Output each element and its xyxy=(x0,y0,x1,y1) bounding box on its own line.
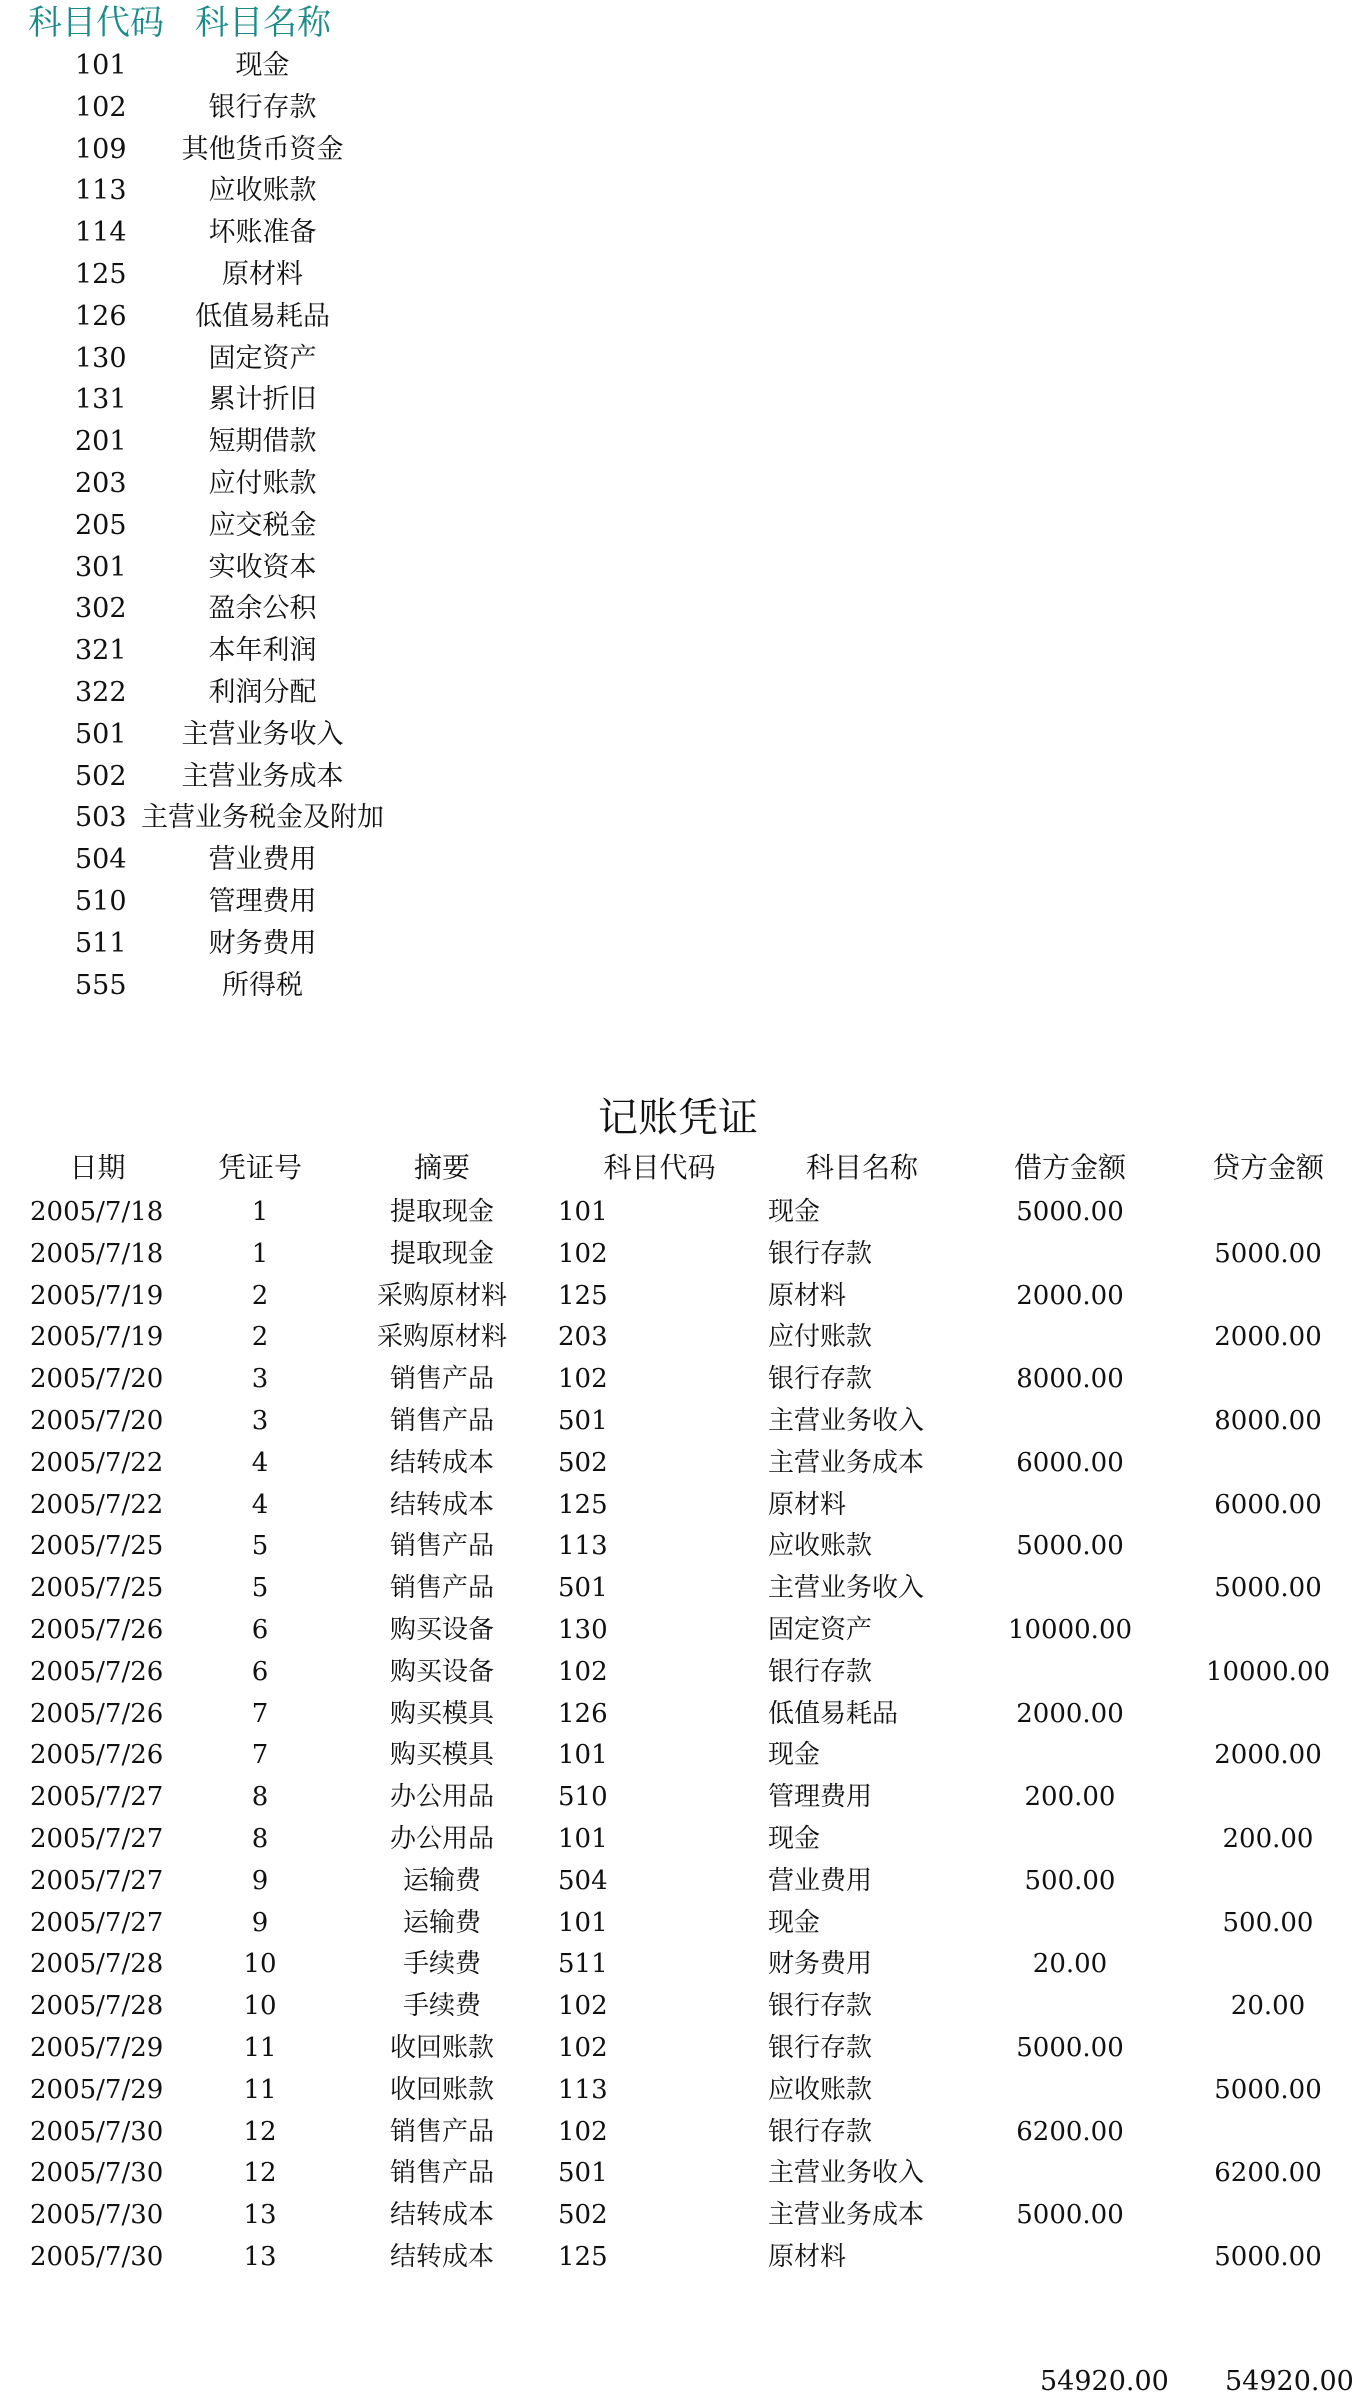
voucher-account-code: 101 xyxy=(558,1824,608,1854)
voucher-no: 8 xyxy=(251,1824,269,1854)
account-name-cell xyxy=(181,134,344,172)
voucher-account-name: 营业费用 xyxy=(768,1866,873,1896)
voucher-no: 2 xyxy=(251,1281,269,1311)
voucher-summary: 销售产品 xyxy=(389,1406,494,1436)
voucher-debit: 20.00 xyxy=(1032,1949,1108,1979)
account-name: 营业费用 xyxy=(208,844,317,875)
account-name: 短期借款 xyxy=(208,426,317,457)
voucher-no: 10 xyxy=(243,1991,277,2021)
header-summary: 摘要 xyxy=(413,1151,470,1184)
account-code: 511 xyxy=(75,928,127,959)
voucher-date: 2005/7/30 xyxy=(30,2242,164,2272)
account-code: 302 xyxy=(75,593,127,624)
voucher-credit: 20.00 xyxy=(1230,1991,1306,2021)
voucher-account-code: 101 xyxy=(558,1197,608,1227)
voucher-summary: 办公用品 xyxy=(389,1824,494,1854)
voucher-credit: 10000.00 xyxy=(1205,1657,1331,1687)
voucher-summary: 结转成本 xyxy=(389,1490,494,1520)
voucher-debit: 2000.00 xyxy=(1016,1281,1124,1311)
voucher-account-name: 银行存款 xyxy=(768,1657,873,1687)
account-name-cell xyxy=(185,303,340,339)
account-name-cell xyxy=(185,679,340,715)
voucher-no: 7 xyxy=(251,1740,269,1770)
account-code: 102 xyxy=(75,92,127,123)
voucher-date: 2005/7/27 xyxy=(30,1866,164,1896)
voucher-no: 3 xyxy=(251,1406,269,1436)
voucher-date: 2005/7/22 xyxy=(30,1448,164,1478)
voucher-credit: 2000.00 xyxy=(1214,1322,1322,1352)
account-code: 126 xyxy=(75,301,127,332)
account-name: 主营业务成本 xyxy=(181,761,344,792)
voucher-summary: 收回账款 xyxy=(389,2033,494,2063)
voucher-date: 2005/7/30 xyxy=(30,2117,164,2147)
account-name-cell xyxy=(185,512,340,548)
voucher-account-name: 现金 xyxy=(768,1824,821,1854)
account-code: 503 xyxy=(75,802,127,833)
voucher-no: 4 xyxy=(251,1448,269,1478)
voucher-account-code: 113 xyxy=(558,2075,608,2105)
voucher-account-name: 财务费用 xyxy=(768,1949,873,1979)
voucher-date: 2005/7/28 xyxy=(30,1991,164,2021)
account-name: 应收账款 xyxy=(208,175,317,206)
voucher-date: 2005/7/20 xyxy=(30,1406,164,1436)
voucher-no: 9 xyxy=(251,1866,269,1896)
account-code: 203 xyxy=(75,468,127,499)
voucher-account-name: 应收账款 xyxy=(768,1531,873,1561)
voucher-account-name: 管理费用 xyxy=(768,1782,873,1812)
voucher-summary: 办公用品 xyxy=(389,1782,494,1812)
account-name: 其他货币资金 xyxy=(181,134,344,165)
voucher-debit: 200.00 xyxy=(1024,1782,1116,1812)
voucher-date: 2005/7/18 xyxy=(30,1197,164,1227)
voucher-account-code: 502 xyxy=(558,2200,608,2230)
voucher-account-name: 主营业务收入 xyxy=(768,2158,925,2188)
total-debit: 54920.00 xyxy=(1040,2366,1169,2397)
voucher-summary: 销售产品 xyxy=(389,1573,494,1603)
account-name: 管理费用 xyxy=(208,886,317,917)
voucher-date: 2005/7/26 xyxy=(30,1615,164,1645)
account-code: 504 xyxy=(75,844,127,875)
account-name: 盈余公积 xyxy=(208,593,317,624)
voucher-summary: 收回账款 xyxy=(389,2075,494,2105)
account-name-header: 科目名称 xyxy=(195,3,331,43)
voucher-account-name: 现金 xyxy=(768,1197,821,1227)
voucher-title: 记账凭证 xyxy=(598,1095,758,1141)
account-name: 银行存款 xyxy=(208,92,317,123)
voucher-date: 2005/7/27 xyxy=(30,1908,164,1938)
voucher-account-code: 125 xyxy=(558,1490,608,1520)
voucher-account-name: 现金 xyxy=(768,1908,821,1938)
account-name: 主营业务收入 xyxy=(181,719,344,750)
voucher-debit: 5000.00 xyxy=(1016,2200,1124,2230)
voucher-account-name: 应付账款 xyxy=(768,1322,873,1352)
voucher-account-code: 102 xyxy=(558,1239,608,1269)
voucher-credit: 5000.00 xyxy=(1214,2242,1322,2272)
voucher-no: 11 xyxy=(243,2033,277,2063)
voucher-no: 3 xyxy=(251,1364,269,1394)
voucher-summary: 手续费 xyxy=(402,1991,481,2021)
voucher-account-name: 低值易耗品 xyxy=(768,1699,899,1729)
voucher-summary: 运输费 xyxy=(402,1908,481,1938)
account-code: 101 xyxy=(75,50,127,81)
voucher-no: 6 xyxy=(251,1657,269,1687)
voucher-account-code: 125 xyxy=(558,1281,608,1311)
voucher-account-code: 504 xyxy=(558,1866,608,1896)
account-name-cell xyxy=(181,719,344,757)
account-code: 321 xyxy=(75,635,127,666)
account-name: 坏账准备 xyxy=(208,217,317,248)
account-code: 113 xyxy=(75,175,127,206)
voucher-no: 7 xyxy=(251,1699,269,1729)
account-name-cell xyxy=(185,386,340,422)
account-code: 130 xyxy=(75,343,127,374)
account-name: 实收资本 xyxy=(208,552,317,583)
voucher-summary: 采购原材料 xyxy=(376,1281,507,1311)
voucher-debit: 10000.00 xyxy=(1007,1615,1133,1645)
account-name-cell xyxy=(185,595,340,631)
voucher-account-name: 原材料 xyxy=(768,2242,847,2272)
voucher-date: 2005/7/25 xyxy=(30,1573,164,1603)
voucher-date: 2005/7/18 xyxy=(30,1239,164,1269)
account-name-cell xyxy=(185,470,340,506)
voucher-account-name: 原材料 xyxy=(768,1281,847,1311)
account-code: 125 xyxy=(75,259,127,290)
voucher-summary: 销售产品 xyxy=(389,2117,494,2147)
voucher-account-code: 102 xyxy=(558,1364,608,1394)
voucher-debit: 5000.00 xyxy=(1016,1531,1124,1561)
voucher-credit: 5000.00 xyxy=(1214,1573,1322,1603)
voucher-account-name: 应收账款 xyxy=(768,2075,873,2105)
account-name-cell xyxy=(185,345,340,381)
account-name: 本年利润 xyxy=(208,635,317,666)
account-name-cell xyxy=(185,219,340,255)
voucher-account-code: 126 xyxy=(558,1699,608,1729)
header-voucher-no: 凭证号 xyxy=(217,1151,302,1184)
account-name-cell xyxy=(185,888,340,924)
voucher-date: 2005/7/27 xyxy=(30,1782,164,1812)
voucher-debit: 5000.00 xyxy=(1016,2033,1124,2063)
voucher-date: 2005/7/22 xyxy=(30,1490,164,1520)
voucher-credit: 8000.00 xyxy=(1214,1406,1322,1436)
voucher-account-code: 511 xyxy=(558,1949,608,1979)
voucher-no: 5 xyxy=(251,1531,269,1561)
voucher-debit: 2000.00 xyxy=(1016,1699,1124,1729)
account-name: 主营业务税金及附加 xyxy=(141,802,384,833)
voucher-date: 2005/7/27 xyxy=(30,1824,164,1854)
account-name: 财务费用 xyxy=(208,928,317,959)
account-name: 原材料 xyxy=(222,259,303,290)
account-name: 利润分配 xyxy=(208,677,317,708)
voucher-summary: 销售产品 xyxy=(389,1364,494,1394)
voucher-no: 12 xyxy=(243,2158,277,2188)
voucher-debit: 6200.00 xyxy=(1016,2117,1124,2147)
voucher-summary: 结转成本 xyxy=(389,2200,494,2230)
voucher-account-name: 银行存款 xyxy=(768,2033,873,2063)
voucher-account-code: 113 xyxy=(558,1531,608,1561)
voucher-date: 2005/7/29 xyxy=(30,2075,164,2105)
voucher-no: 11 xyxy=(243,2075,277,2105)
voucher-no: 10 xyxy=(243,1949,277,1979)
voucher-no: 13 xyxy=(243,2200,277,2230)
voucher-account-code: 101 xyxy=(558,1740,608,1770)
voucher-credit: 500.00 xyxy=(1222,1908,1314,1938)
voucher-debit: 8000.00 xyxy=(1016,1364,1124,1394)
voucher-summary: 提取现金 xyxy=(389,1197,494,1227)
voucher-date: 2005/7/25 xyxy=(30,1531,164,1561)
voucher-summary: 结转成本 xyxy=(389,2242,494,2272)
voucher-account-code: 501 xyxy=(558,1573,608,1603)
account-name-cell xyxy=(185,637,340,673)
voucher-summary: 购买模具 xyxy=(389,1699,494,1729)
header-credit: 贷方金额 xyxy=(1211,1151,1324,1184)
header-account-name: 科目名称 xyxy=(805,1151,918,1184)
account-name-cell xyxy=(181,761,344,799)
voucher-account-code: 502 xyxy=(558,1448,608,1478)
voucher-summary: 采购原材料 xyxy=(376,1322,507,1352)
voucher-credit: 2000.00 xyxy=(1214,1740,1322,1770)
account-code: 114 xyxy=(75,217,127,248)
voucher-account-name: 银行存款 xyxy=(768,1364,873,1394)
voucher-account-name: 现金 xyxy=(768,1740,821,1770)
voucher-date: 2005/7/26 xyxy=(30,1699,164,1729)
voucher-date: 2005/7/30 xyxy=(30,2200,164,2230)
voucher-account-code: 510 xyxy=(558,1782,608,1812)
voucher-account-code: 203 xyxy=(558,1322,608,1352)
account-code: 501 xyxy=(75,719,127,750)
voucher-no: 6 xyxy=(251,1615,269,1645)
voucher-credit: 5000.00 xyxy=(1214,1239,1322,1269)
voucher-summary: 销售产品 xyxy=(389,1531,494,1561)
header-date: 日期 xyxy=(69,1151,126,1184)
account-code: 205 xyxy=(75,510,127,541)
account-name: 现金 xyxy=(235,50,290,81)
account-name-cell xyxy=(185,972,340,1008)
voucher-summary: 手续费 xyxy=(402,1949,481,1979)
account-name-cell xyxy=(185,94,340,130)
voucher-debit: 5000.00 xyxy=(1016,1197,1124,1227)
account-name-cell xyxy=(185,261,340,297)
voucher-account-code: 125 xyxy=(558,2242,608,2272)
voucher-account-code: 501 xyxy=(558,2158,608,2188)
voucher-account-code: 102 xyxy=(558,2117,608,2147)
voucher-account-name: 银行存款 xyxy=(768,2117,873,2147)
voucher-credit: 200.00 xyxy=(1222,1824,1314,1854)
account-name-cell xyxy=(185,930,340,966)
voucher-account-name: 银行存款 xyxy=(768,1239,873,1269)
account-name: 累计折旧 xyxy=(208,384,317,415)
voucher-account-code: 102 xyxy=(558,2033,608,2063)
voucher-no: 2 xyxy=(251,1322,269,1352)
voucher-account-code: 102 xyxy=(558,1657,608,1687)
voucher-account-code: 101 xyxy=(558,1908,608,1938)
header-account-code: 科目代码 xyxy=(603,1151,716,1184)
account-name: 固定资产 xyxy=(208,343,317,374)
voucher-no: 13 xyxy=(243,2242,277,2272)
account-name: 应交税金 xyxy=(208,510,317,541)
voucher-account-name: 主营业务收入 xyxy=(768,1573,925,1603)
voucher-date: 2005/7/26 xyxy=(30,1657,164,1687)
voucher-account-code: 501 xyxy=(558,1406,608,1436)
voucher-date: 2005/7/20 xyxy=(30,1364,164,1394)
account-name: 应付账款 xyxy=(208,468,317,499)
voucher-account-code: 102 xyxy=(558,1991,608,2021)
voucher-no: 1 xyxy=(251,1239,269,1269)
account-code: 131 xyxy=(75,384,127,415)
voucher-summary: 运输费 xyxy=(402,1866,481,1896)
voucher-account-name: 主营业务收入 xyxy=(768,1406,925,1436)
account-code: 555 xyxy=(75,970,127,1001)
voucher-account-name: 主营业务成本 xyxy=(768,2200,925,2230)
voucher-summary: 购买设备 xyxy=(389,1657,494,1687)
voucher-date: 2005/7/28 xyxy=(30,1949,164,1979)
voucher-account-code: 130 xyxy=(558,1615,608,1645)
voucher-debit: 500.00 xyxy=(1024,1866,1116,1896)
account-code: 510 xyxy=(75,886,127,917)
account-name-cell xyxy=(185,177,340,213)
voucher-account-name: 固定资产 xyxy=(768,1615,873,1645)
account-code: 502 xyxy=(75,761,127,792)
voucher-summary: 销售产品 xyxy=(389,2158,494,2188)
account-name: 低值易耗品 xyxy=(195,301,330,332)
voucher-summary: 结转成本 xyxy=(389,1448,494,1478)
voucher-account-name: 原材料 xyxy=(768,1490,847,1520)
voucher-date: 2005/7/19 xyxy=(30,1322,164,1352)
account-name: 所得税 xyxy=(222,970,303,1001)
voucher-credit: 6200.00 xyxy=(1214,2158,1322,2188)
voucher-summary: 提取现金 xyxy=(389,1239,494,1269)
voucher-no: 4 xyxy=(251,1490,269,1520)
account-code: 322 xyxy=(75,677,127,708)
voucher-no: 9 xyxy=(251,1908,269,1938)
voucher-credit: 5000.00 xyxy=(1214,2075,1322,2105)
total-credit: 54920.00 xyxy=(1225,2366,1354,2397)
voucher-no: 12 xyxy=(243,2117,277,2147)
voucher-no: 1 xyxy=(251,1197,269,1227)
voucher-account-name: 主营业务成本 xyxy=(768,1448,925,1478)
voucher-summary: 购买模具 xyxy=(389,1740,494,1770)
voucher-date: 2005/7/30 xyxy=(30,2158,164,2188)
account-code: 109 xyxy=(75,134,127,165)
voucher-date: 2005/7/19 xyxy=(30,1281,164,1311)
header-debit: 借方金额 xyxy=(1013,1151,1126,1184)
account-name-cell xyxy=(185,554,340,590)
voucher-date: 2005/7/29 xyxy=(30,2033,164,2063)
account-code-header: 科目代码 xyxy=(28,3,164,43)
account-name-cell xyxy=(185,428,340,464)
account-name-cell xyxy=(185,52,340,88)
voucher-summary: 购买设备 xyxy=(389,1615,494,1645)
voucher-date: 2005/7/26 xyxy=(30,1740,164,1770)
account-name-cell xyxy=(185,846,340,882)
voucher-credit: 6000.00 xyxy=(1214,1490,1322,1520)
account-code: 301 xyxy=(75,552,127,583)
voucher-no: 5 xyxy=(251,1573,269,1603)
account-code: 201 xyxy=(75,426,127,457)
voucher-debit: 6000.00 xyxy=(1016,1448,1124,1478)
account-name-cell xyxy=(141,802,384,840)
voucher-account-name: 银行存款 xyxy=(768,1991,873,2021)
voucher-no: 8 xyxy=(251,1782,269,1812)
